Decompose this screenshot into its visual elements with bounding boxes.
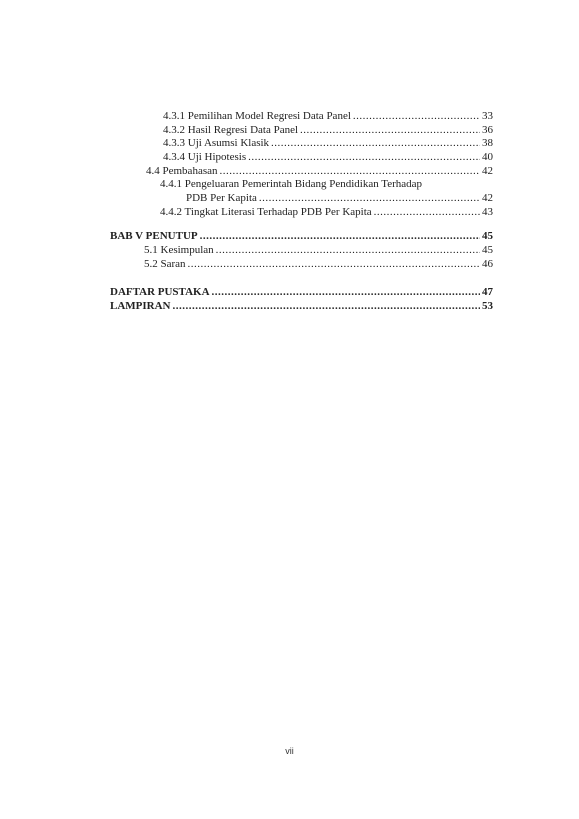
toc-entry-page: 45 [482, 244, 493, 256]
toc-leader-dots [188, 258, 480, 271]
toc-entry-label: 4.3.2 Hasil Regresi Data Panel [163, 124, 299, 136]
toc-entry-label: BAB V PENUTUP [110, 230, 198, 242]
toc-leader-dots [271, 137, 480, 150]
toc-entry-label: 5.2 Saran [144, 258, 186, 270]
toc-entry-label: 4.3.3 Uji Asumsi Klasik [163, 137, 270, 149]
toc-entry-page: 46 [482, 258, 493, 270]
toc-leader-dots [353, 110, 480, 123]
toc-leader-dots [374, 206, 480, 219]
toc-entry-page: 33 [482, 110, 493, 122]
toc-entry-label: 4.3.4 Uji Hipotesis [163, 151, 247, 163]
page-number: vii [285, 746, 294, 756]
toc-entry-page: 45 [482, 230, 493, 242]
toc-leader-dots [300, 124, 480, 137]
toc-entry-page: 43 [482, 206, 493, 218]
toc-leader-dots [173, 300, 481, 313]
toc-leader-dots [248, 151, 480, 164]
toc-entry-label: LAMPIRAN [110, 300, 171, 312]
toc-entry-page: 47 [482, 286, 493, 298]
toc-entry-page: 38 [482, 137, 493, 149]
toc-entry-daftar-pustaka[interactable] [110, 286, 493, 299]
toc-entry-4-4-2[interactable] [160, 206, 493, 219]
toc-entry-page: 42 [482, 165, 493, 177]
toc-entry-page: 36 [482, 124, 493, 136]
toc-entry-label: DAFTAR PUSTAKA [110, 286, 210, 298]
toc-leader-dots [212, 286, 480, 299]
toc-entry-label: 4.4.2 Tingkat Literasi Terhadap PDB Per Kapita [160, 206, 372, 218]
toc-entry-bab-v[interactable] [110, 230, 493, 243]
toc-leader-dots [219, 165, 480, 178]
toc-entry-4-3-2[interactable] [163, 124, 493, 137]
toc-entry-page: 40 [482, 151, 493, 163]
toc-entry-5-1[interactable] [144, 244, 493, 257]
toc-entry-page: 53 [482, 300, 493, 312]
toc-entry-4-3-3[interactable] [163, 137, 493, 150]
toc-entry-5-2[interactable] [144, 258, 493, 271]
toc-entry-4-4-1[interactable] [160, 178, 493, 191]
toc-entry-label: 4.3.1 Pemilihan Model Regresi Data Panel [163, 110, 351, 122]
toc-entry-page: 42 [482, 192, 493, 204]
toc-leader-dots [200, 230, 480, 243]
toc-leader-dots [216, 244, 480, 257]
toc-leader-dots [259, 192, 480, 205]
toc-entry-4-4-1-continued[interactable] [186, 192, 493, 205]
toc-entry-label: PDB Per Kapita [186, 192, 257, 204]
toc-entry-4-3-1[interactable] [163, 110, 493, 123]
toc-entry-label: 5.1 Kesimpulan [144, 244, 214, 256]
toc-entry-label: 4.4 Pembahasan [146, 165, 218, 177]
toc-entry-4-3-4[interactable] [163, 151, 493, 164]
toc-entry-4-4[interactable] [146, 165, 493, 178]
toc-entry-label: 4.4.1 Pengeluaran Pemerintah Bidang Pendidikan Terhadap [160, 178, 423, 190]
toc-entry-lampiran[interactable] [110, 300, 493, 313]
